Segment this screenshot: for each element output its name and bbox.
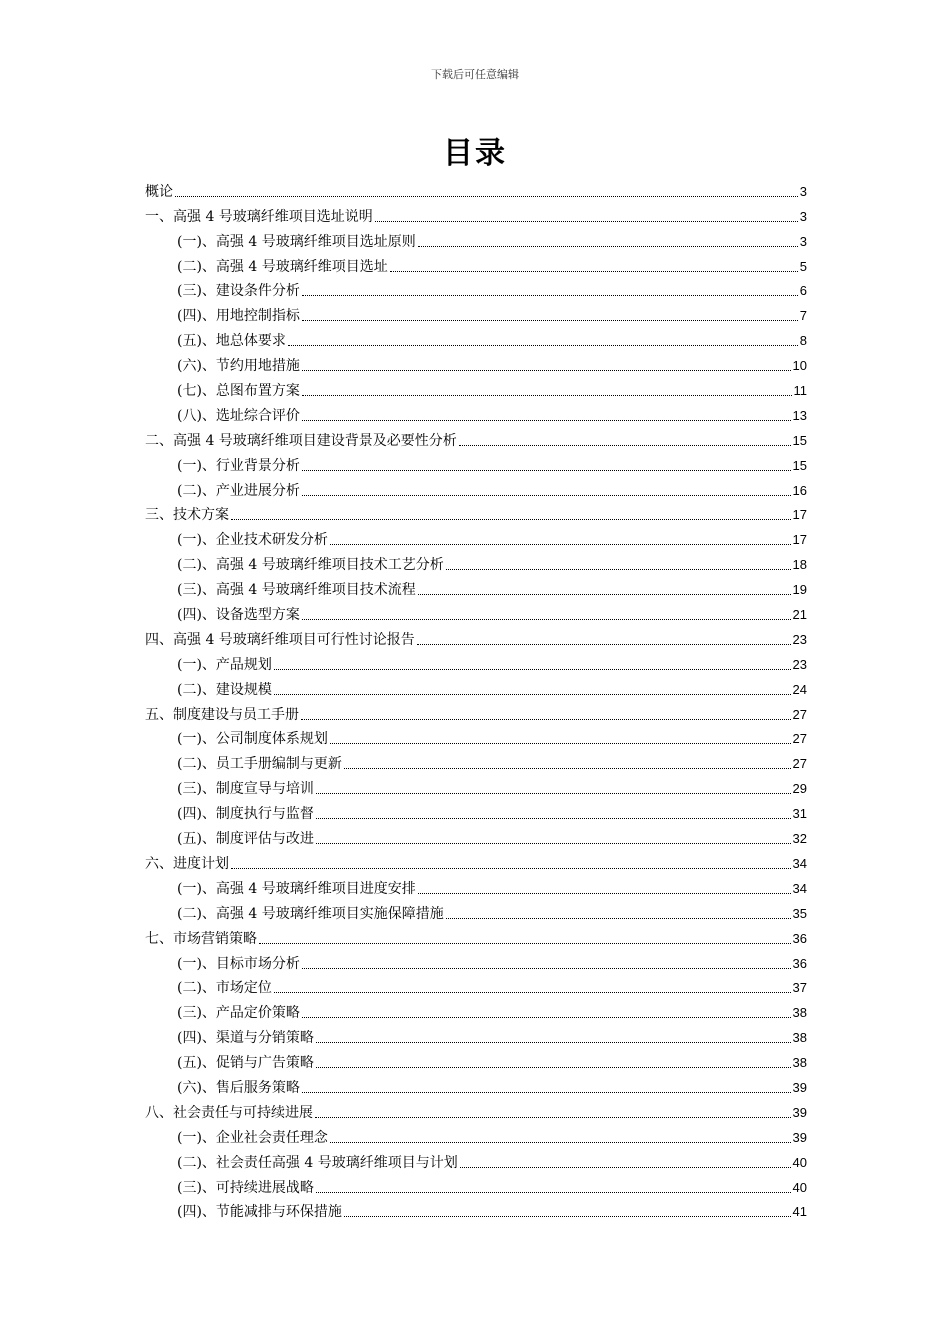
toc-entry[interactable] bbox=[145, 1122, 807, 1147]
toc-page-number: 23 bbox=[792, 631, 807, 647]
toc-entry-text: (三)、高强 4 号玻璃纤维项目技术流程 bbox=[177, 582, 416, 599]
toc-entry-text: (五)、制度评估与改进 bbox=[177, 831, 314, 848]
dot-leader bbox=[316, 1042, 791, 1043]
dot-leader bbox=[274, 694, 791, 695]
toc-page-number: 39 bbox=[792, 1104, 807, 1120]
toc-page-number: 15 bbox=[792, 432, 807, 448]
toc-page-number: 11 bbox=[793, 383, 807, 399]
toc-entry[interactable] bbox=[145, 350, 807, 375]
toc-page-number: 35 bbox=[792, 905, 807, 921]
dot-leader bbox=[315, 1117, 791, 1118]
dot-leader bbox=[302, 1017, 791, 1018]
toc-entry[interactable] bbox=[145, 1047, 807, 1072]
toc-page-number: 15 bbox=[792, 457, 807, 473]
dot-leader bbox=[460, 1167, 791, 1168]
toc-entry-text: (二)、市场定位 bbox=[177, 980, 272, 997]
toc-entry[interactable] bbox=[145, 823, 807, 848]
dot-leader bbox=[231, 868, 791, 869]
dot-leader bbox=[316, 818, 791, 819]
dot-leader bbox=[302, 420, 791, 421]
toc-page-number: 16 bbox=[792, 482, 807, 498]
toc-page-number: 31 bbox=[792, 806, 807, 822]
toc-entry[interactable] bbox=[145, 1197, 807, 1222]
toc-entry-text: 二、高强 4 号玻璃纤维项目建设背景及必要性分析 bbox=[145, 432, 457, 449]
toc-entry-text: (二)、员工手册编制与更新 bbox=[177, 756, 342, 773]
toc-page-number: 7 bbox=[799, 308, 807, 324]
dot-leader bbox=[231, 519, 791, 520]
toc-entry-text: 一、高强 4 号玻璃纤维项目选址说明 bbox=[145, 208, 373, 225]
dot-leader bbox=[316, 793, 791, 794]
dot-leader bbox=[316, 843, 791, 844]
toc-page-number: 38 bbox=[792, 1030, 807, 1046]
toc-page-number: 10 bbox=[792, 358, 807, 374]
dot-leader bbox=[418, 594, 791, 595]
toc-page-number: 17 bbox=[792, 507, 807, 523]
toc-entry-text: 六、进度计划 bbox=[145, 855, 229, 872]
toc-page-number: 37 bbox=[792, 980, 807, 996]
toc-entry-text: (一)、产品规划 bbox=[177, 656, 272, 673]
dot-leader bbox=[302, 1092, 791, 1093]
toc-entry-text: (二)、高强 4 号玻璃纤维项目选址 bbox=[177, 258, 388, 275]
toc-entry-text: (一)、公司制度体系规划 bbox=[177, 731, 328, 748]
toc-entry[interactable] bbox=[145, 649, 807, 674]
toc-page-number: 19 bbox=[792, 582, 807, 598]
toc-entry-text: 概论 bbox=[145, 183, 173, 200]
toc-entry[interactable] bbox=[145, 226, 807, 251]
toc-entry-text: (四)、节能减排与环保措施 bbox=[177, 1204, 342, 1221]
toc-entry[interactable] bbox=[145, 251, 807, 276]
toc-entry[interactable] bbox=[145, 773, 807, 798]
dot-leader bbox=[302, 495, 791, 496]
toc-entry-text: (一)、目标市场分析 bbox=[177, 955, 300, 972]
toc-entry-text: (一)、高强 4 号玻璃纤维项目选址原则 bbox=[177, 233, 416, 250]
toc-entry[interactable] bbox=[145, 873, 807, 898]
toc-entry-text: (二)、建设规模 bbox=[177, 681, 272, 698]
toc-entry[interactable] bbox=[145, 1097, 807, 1122]
toc-entry[interactable] bbox=[145, 325, 807, 350]
toc-page-number: 3 bbox=[799, 208, 807, 224]
dot-leader bbox=[446, 569, 791, 570]
toc-entry[interactable] bbox=[145, 524, 807, 549]
dot-leader bbox=[418, 246, 798, 247]
toc-entry-text: (四)、设备选型方案 bbox=[177, 607, 300, 624]
toc-entry-text: (一)、企业社会责任理念 bbox=[177, 1129, 328, 1146]
toc-page-number: 32 bbox=[792, 831, 807, 847]
toc-entry[interactable] bbox=[145, 923, 807, 948]
toc-entry[interactable] bbox=[145, 724, 807, 749]
toc-entry[interactable] bbox=[145, 500, 807, 525]
toc-page-number: 40 bbox=[792, 1154, 807, 1170]
toc-entry[interactable] bbox=[145, 574, 807, 599]
toc-entry-text: (六)、售后服务策略 bbox=[177, 1079, 300, 1096]
toc-entry[interactable] bbox=[145, 300, 807, 325]
toc-entry-text: (七)、总图布置方案 bbox=[177, 383, 300, 400]
toc-page-number: 8 bbox=[799, 333, 807, 349]
dot-leader bbox=[175, 196, 798, 197]
toc-entry-text: (三)、制度宣导与培训 bbox=[177, 781, 314, 798]
toc-entry-text: (一)、高强 4 号玻璃纤维项目进度安排 bbox=[177, 880, 416, 897]
dot-leader bbox=[330, 544, 791, 545]
toc-page-number: 6 bbox=[799, 283, 807, 299]
toc-entry[interactable] bbox=[145, 948, 807, 973]
toc-entry-text: 四、高强 4 号玻璃纤维项目可行性讨论报告 bbox=[145, 631, 415, 648]
toc-entry-text: (三)、建设条件分析 bbox=[177, 283, 300, 300]
dot-leader bbox=[302, 295, 798, 296]
toc-page-number: 38 bbox=[792, 1005, 807, 1021]
toc-entry-text: (二)、社会责任高强 4 号玻璃纤维项目与计划 bbox=[177, 1154, 458, 1171]
toc-page-number: 13 bbox=[792, 407, 807, 423]
dot-leader bbox=[274, 669, 791, 670]
dot-leader bbox=[302, 968, 791, 969]
dot-leader bbox=[288, 345, 798, 346]
toc-entry[interactable] bbox=[145, 798, 807, 823]
dot-leader bbox=[302, 619, 791, 620]
table-of-contents bbox=[145, 176, 807, 1221]
toc-entry-text: (五)、地总体要求 bbox=[177, 333, 286, 350]
dot-leader bbox=[375, 221, 798, 222]
dot-leader bbox=[259, 943, 791, 944]
toc-entry-text: (五)、促销与广告策略 bbox=[177, 1055, 314, 1072]
dot-leader bbox=[446, 918, 791, 919]
dot-leader bbox=[302, 370, 791, 371]
dot-leader bbox=[316, 1067, 791, 1068]
toc-page-number: 24 bbox=[792, 681, 807, 697]
toc-entry[interactable] bbox=[145, 699, 807, 724]
toc-entry-text: 五、制度建设与员工手册 bbox=[145, 706, 299, 723]
dot-leader bbox=[274, 992, 791, 993]
toc-page-number: 34 bbox=[792, 880, 807, 896]
toc-page-number: 3 bbox=[799, 183, 807, 199]
toc-entry[interactable] bbox=[145, 425, 807, 450]
dot-leader bbox=[344, 768, 791, 769]
dot-leader bbox=[302, 470, 791, 471]
toc-entry-text: (六)、节约用地措施 bbox=[177, 358, 300, 375]
dot-leader bbox=[302, 395, 792, 396]
dot-leader bbox=[418, 893, 791, 894]
dot-leader bbox=[301, 719, 791, 720]
toc-page-number: 18 bbox=[792, 557, 807, 573]
toc-entry[interactable] bbox=[145, 624, 807, 649]
toc-entry[interactable] bbox=[145, 1147, 807, 1172]
toc-page-number: 27 bbox=[792, 756, 807, 772]
toc-entry[interactable] bbox=[145, 674, 807, 699]
toc-entry-text: (一)、企业技术研发分析 bbox=[177, 532, 328, 549]
toc-entry[interactable] bbox=[145, 176, 807, 201]
dot-leader bbox=[330, 1142, 791, 1143]
toc-entry-text: (八)、选址综合评价 bbox=[177, 407, 300, 424]
toc-title: 目录 bbox=[443, 136, 507, 171]
dot-leader bbox=[316, 1192, 791, 1193]
toc-entry[interactable] bbox=[145, 400, 807, 425]
toc-entry[interactable] bbox=[145, 201, 807, 226]
toc-entry[interactable] bbox=[145, 1072, 807, 1097]
toc-entry[interactable] bbox=[145, 997, 807, 1022]
toc-entry[interactable] bbox=[145, 1172, 807, 1197]
toc-entry-text: (二)、产业进展分析 bbox=[177, 482, 300, 499]
toc-page-number: 34 bbox=[792, 855, 807, 871]
header-note: 下载后可任意编辑 bbox=[431, 68, 519, 81]
toc-entry-text: (四)、用地控制指标 bbox=[177, 308, 300, 325]
dot-leader bbox=[459, 445, 791, 446]
toc-page-number: 17 bbox=[792, 532, 807, 548]
toc-entry-text: (四)、制度执行与监督 bbox=[177, 806, 314, 823]
toc-entry[interactable] bbox=[145, 748, 807, 773]
toc-entry[interactable] bbox=[145, 973, 807, 998]
toc-entry[interactable] bbox=[145, 1022, 807, 1047]
toc-page-number: 40 bbox=[792, 1179, 807, 1195]
toc-entry[interactable] bbox=[145, 450, 807, 475]
toc-entry[interactable] bbox=[145, 599, 807, 624]
toc-page-number: 36 bbox=[792, 955, 807, 971]
toc-page-number: 29 bbox=[792, 781, 807, 797]
toc-page-number: 23 bbox=[792, 656, 807, 672]
toc-entry[interactable] bbox=[145, 848, 807, 873]
toc-page-number: 36 bbox=[792, 930, 807, 946]
toc-entry-text: (二)、高强 4 号玻璃纤维项目技术工艺分析 bbox=[177, 557, 444, 574]
toc-page-number: 21 bbox=[792, 607, 807, 623]
dot-leader bbox=[344, 1216, 791, 1217]
toc-entry[interactable] bbox=[145, 276, 807, 301]
dot-leader bbox=[390, 271, 798, 272]
toc-entry-text: (三)、产品定价策略 bbox=[177, 1005, 300, 1022]
toc-page-number: 27 bbox=[792, 731, 807, 747]
toc-entry-text: 七、市场营销策略 bbox=[145, 930, 257, 947]
toc-page-number: 39 bbox=[792, 1079, 807, 1095]
toc-page-number: 39 bbox=[792, 1129, 807, 1145]
toc-entry-text: (三)、可持续进展战略 bbox=[177, 1179, 314, 1196]
toc-entry[interactable] bbox=[145, 549, 807, 574]
toc-entry-text: 三、技术方案 bbox=[145, 507, 229, 524]
dot-leader bbox=[330, 743, 791, 744]
toc-entry[interactable] bbox=[145, 475, 807, 500]
toc-entry[interactable] bbox=[145, 898, 807, 923]
toc-entry-text: (一)、行业背景分析 bbox=[177, 457, 300, 474]
toc-entry-text: (二)、高强 4 号玻璃纤维项目实施保障措施 bbox=[177, 905, 444, 922]
toc-page-number: 27 bbox=[792, 706, 807, 722]
toc-entry[interactable] bbox=[145, 375, 807, 400]
dot-leader bbox=[302, 320, 798, 321]
toc-entry-text: 八、社会责任与可持续进展 bbox=[145, 1104, 313, 1121]
toc-page-number: 41 bbox=[792, 1204, 807, 1220]
toc-page-number: 38 bbox=[792, 1055, 807, 1071]
toc-page-number: 5 bbox=[799, 258, 807, 274]
dot-leader bbox=[417, 644, 791, 645]
toc-page-number: 3 bbox=[799, 233, 807, 249]
toc-entry-text: (四)、渠道与分销策略 bbox=[177, 1030, 314, 1047]
